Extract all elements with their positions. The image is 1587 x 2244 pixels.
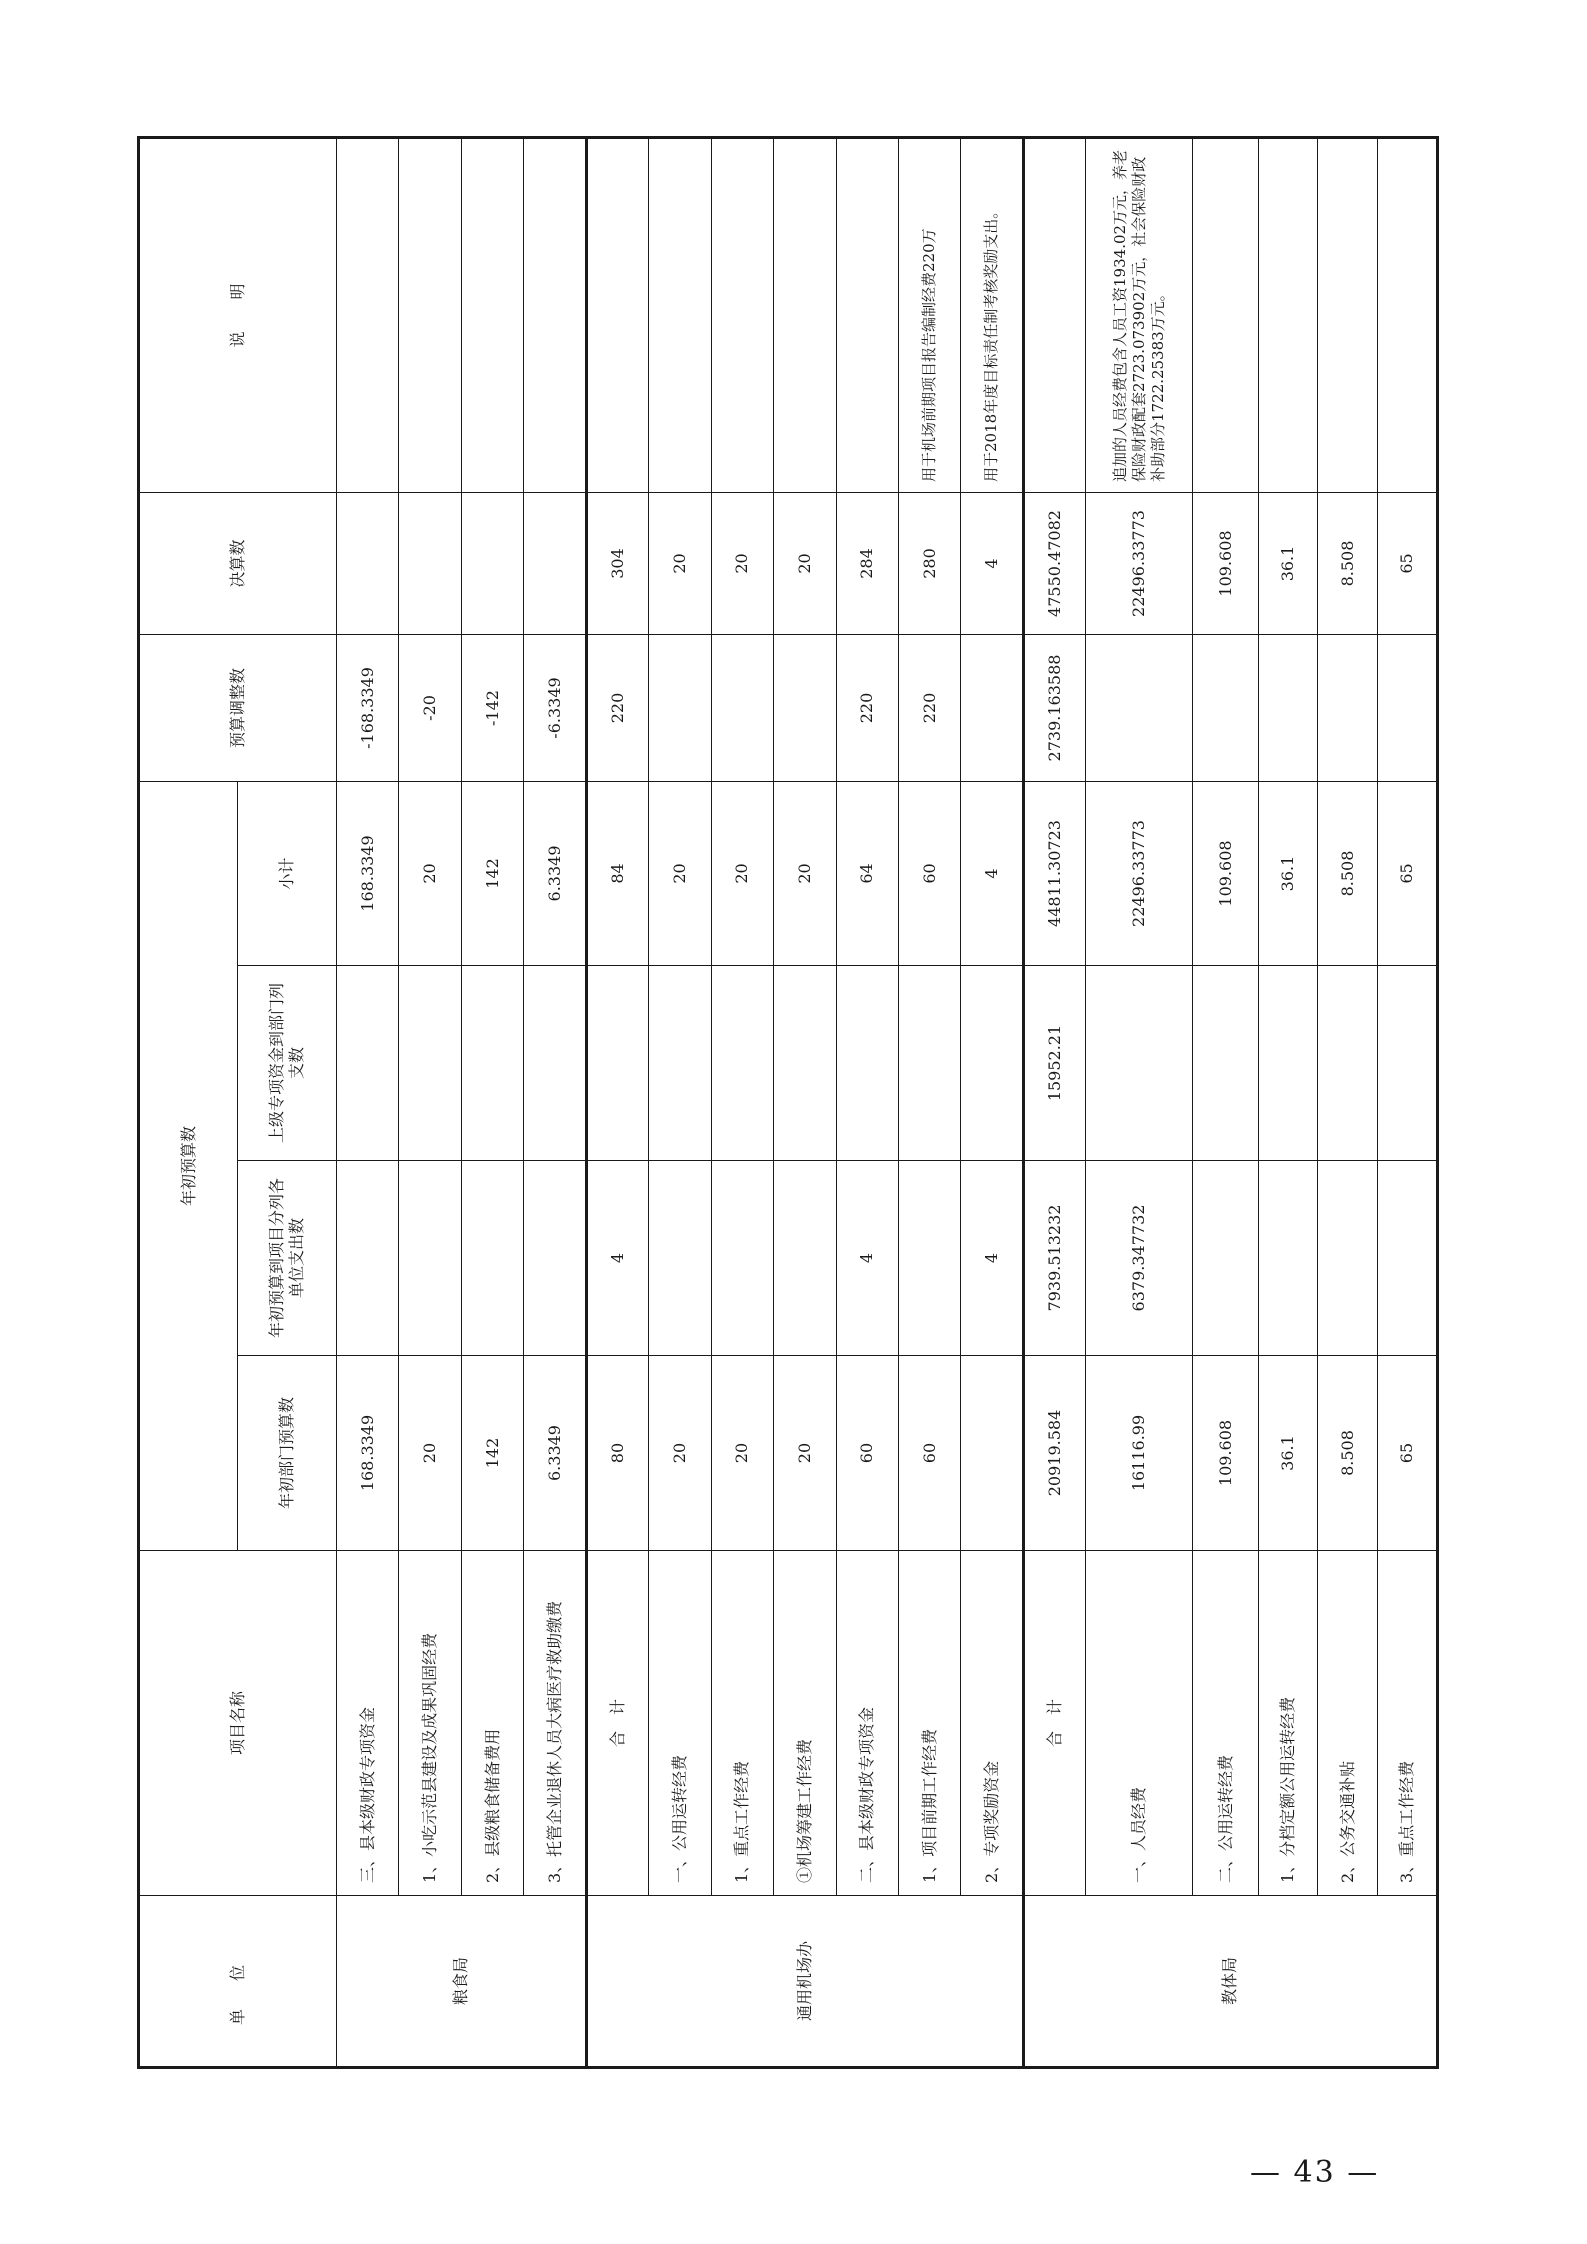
header-assigned: 年初预算到项目分列各单位支出数 bbox=[238, 1161, 337, 1356]
dept-budget-cell: 20 bbox=[649, 1356, 711, 1551]
budget-adjust-cell: -20 bbox=[399, 634, 461, 781]
superior-cell bbox=[524, 966, 586, 1161]
note-cell bbox=[586, 137, 648, 492]
header-final-account: 决算数 bbox=[139, 492, 337, 634]
superior-cell bbox=[461, 966, 523, 1161]
final-account-cell bbox=[524, 492, 586, 634]
final-account-cell: 47550.47082 bbox=[1023, 492, 1085, 634]
project-name-cell: 一、人员经费 bbox=[1086, 1551, 1193, 1896]
assigned-cell bbox=[649, 1161, 711, 1356]
note-cell bbox=[1023, 137, 1085, 492]
superior-cell bbox=[1378, 966, 1438, 1161]
subtotal-cell: 20 bbox=[774, 781, 836, 965]
subtotal-cell: 168.3349 bbox=[337, 781, 399, 965]
assigned-cell bbox=[1258, 1161, 1318, 1356]
assigned-cell: 4 bbox=[586, 1161, 648, 1356]
note-cell: 用于2018年度目标责任制考核奖励支出。 bbox=[961, 137, 1023, 492]
header-initial-budget: 年初预算数 bbox=[139, 781, 238, 1550]
table-row bbox=[836, 137, 898, 2067]
table-row bbox=[586, 137, 648, 2067]
budget-adjust-cell bbox=[1258, 634, 1318, 781]
final-account-cell: 20 bbox=[711, 492, 773, 634]
assigned-cell bbox=[1378, 1161, 1438, 1356]
superior-cell bbox=[649, 966, 711, 1161]
note-cell bbox=[711, 137, 773, 492]
note-cell bbox=[461, 137, 523, 492]
header-dept-budget: 年初部门预算数 bbox=[238, 1356, 337, 1551]
budget-adjust-cell bbox=[1086, 634, 1193, 781]
superior-cell bbox=[898, 966, 960, 1161]
final-account-cell bbox=[399, 492, 461, 634]
header-superior: 上级专项资金到部门列支数 bbox=[238, 966, 337, 1161]
budget-adjust-cell: -168.3349 bbox=[337, 634, 399, 781]
header-subtotal: 小计 bbox=[238, 781, 337, 965]
header-budget-adjust: 预算调整数 bbox=[139, 634, 337, 781]
assigned-cell bbox=[774, 1161, 836, 1356]
assigned-cell bbox=[399, 1161, 461, 1356]
subtotal-cell: 22496.33773 bbox=[1086, 781, 1193, 965]
table-row bbox=[1023, 137, 1085, 2067]
assigned-cell: 7939.513232 bbox=[1023, 1161, 1085, 1356]
dept-budget-cell: 16116.99 bbox=[1086, 1356, 1193, 1551]
note-cell: 用于机场前期项目报告编制经费220万 bbox=[898, 137, 960, 492]
project-name-cell: 3、重点工作经费 bbox=[1378, 1551, 1438, 1896]
budget-adjust-cell: 220 bbox=[898, 634, 960, 781]
subtotal-cell: 20 bbox=[649, 781, 711, 965]
assigned-cell: 4 bbox=[961, 1161, 1023, 1356]
superior-cell bbox=[399, 966, 461, 1161]
budget-adjust-cell bbox=[1193, 634, 1258, 781]
assigned-cell bbox=[898, 1161, 960, 1356]
superior-cell bbox=[961, 966, 1023, 1161]
superior-cell: 15952.21 bbox=[1023, 966, 1085, 1161]
budget-adjust-cell bbox=[711, 634, 773, 781]
final-account-cell bbox=[337, 492, 399, 634]
project-name-cell: 一、公用运转经费 bbox=[649, 1551, 711, 1896]
superior-cell bbox=[586, 966, 648, 1161]
final-account-cell: 284 bbox=[836, 492, 898, 634]
dept-budget-cell: 20 bbox=[399, 1356, 461, 1551]
superior-cell bbox=[836, 966, 898, 1161]
project-name-cell: 二、公用运转经费 bbox=[1193, 1551, 1258, 1896]
rotated-table-wrapper bbox=[137, 139, 1439, 2069]
assigned-cell bbox=[1193, 1161, 1258, 1356]
note-cell bbox=[399, 137, 461, 492]
project-name-cell: 3、托管企业退休人员大病医疗救助缴费 bbox=[524, 1551, 586, 1896]
dept-budget-cell: 142 bbox=[461, 1356, 523, 1551]
note-cell bbox=[337, 137, 399, 492]
table-row bbox=[1086, 137, 1193, 2067]
dept-budget-cell: 109.608 bbox=[1193, 1356, 1258, 1551]
budget-adjust-cell: 220 bbox=[586, 634, 648, 781]
final-account-cell: 36.1 bbox=[1258, 492, 1318, 634]
table-row bbox=[898, 137, 960, 2067]
dept-budget-cell: 20 bbox=[774, 1356, 836, 1551]
table-row bbox=[1193, 137, 1258, 2067]
note-cell bbox=[836, 137, 898, 492]
project-name-cell: 合 计 bbox=[586, 1551, 648, 1896]
assigned-cell: 6379.347732 bbox=[1086, 1161, 1193, 1356]
budget-adjust-cell: 220 bbox=[836, 634, 898, 781]
dept-budget-cell: 6.3349 bbox=[524, 1356, 586, 1551]
subtotal-cell: 4 bbox=[961, 781, 1023, 965]
table-row bbox=[1318, 137, 1378, 2067]
superior-cell bbox=[1193, 966, 1258, 1161]
final-account-cell: 20 bbox=[774, 492, 836, 634]
project-name-cell: ①机场筹建工作经费 bbox=[774, 1551, 836, 1896]
budget-table bbox=[137, 136, 1439, 2069]
subtotal-cell: 6.3349 bbox=[524, 781, 586, 965]
subtotal-cell: 65 bbox=[1378, 781, 1438, 965]
final-account-cell: 280 bbox=[898, 492, 960, 634]
header-note: 说 明 bbox=[139, 137, 337, 492]
final-account-cell: 8.508 bbox=[1318, 492, 1378, 634]
note-cell bbox=[1258, 137, 1318, 492]
page-number: — 43 — bbox=[1250, 2155, 1380, 2190]
header-project-name: 项目名称 bbox=[139, 1551, 337, 1896]
table-row bbox=[524, 137, 586, 2067]
superior-cell bbox=[337, 966, 399, 1161]
project-name-cell: 合 计 bbox=[1023, 1551, 1085, 1896]
budget-adjust-cell bbox=[649, 634, 711, 781]
assigned-cell bbox=[1318, 1161, 1378, 1356]
dept-budget-cell: 65 bbox=[1378, 1356, 1438, 1551]
budget-adjust-cell bbox=[774, 634, 836, 781]
final-account-cell bbox=[461, 492, 523, 634]
note-cell bbox=[774, 137, 836, 492]
note-cell bbox=[649, 137, 711, 492]
project-name-cell: 1、重点工作经费 bbox=[711, 1551, 773, 1896]
subtotal-cell: 142 bbox=[461, 781, 523, 965]
final-account-cell: 4 bbox=[961, 492, 1023, 634]
subtotal-cell: 60 bbox=[898, 781, 960, 965]
project-name-cell: 三、县本级财政专项资金 bbox=[337, 1551, 399, 1896]
table-row bbox=[711, 137, 773, 2067]
project-name-cell: 二、县本级财政专项资金 bbox=[836, 1551, 898, 1896]
budget-adjust-cell bbox=[1378, 634, 1438, 781]
project-name-cell: 1、分档定额公用运转经费 bbox=[1258, 1551, 1318, 1896]
note-cell: 追加的人员经费包含人员工资1934.02万元，养老保险财政配套2723.073902万元，社会保险财政补助部分1722.25383万元。 bbox=[1086, 137, 1193, 492]
superior-cell bbox=[1318, 966, 1378, 1161]
project-name-cell: 2、县级粮食储备费用 bbox=[461, 1551, 523, 1896]
dept-budget-cell: 20 bbox=[711, 1356, 773, 1551]
dept-budget-cell: 8.508 bbox=[1318, 1356, 1378, 1551]
subtotal-cell: 20 bbox=[711, 781, 773, 965]
dept-budget-cell: 80 bbox=[586, 1356, 648, 1551]
dept-budget-cell: 60 bbox=[836, 1356, 898, 1551]
final-account-cell: 65 bbox=[1378, 492, 1438, 634]
unit-cell: 通用机场办 bbox=[586, 1896, 1023, 2068]
table-row bbox=[961, 137, 1023, 2067]
dept-budget-cell: 60 bbox=[898, 1356, 960, 1551]
final-account-cell: 22496.33773 bbox=[1086, 492, 1193, 634]
assigned-cell bbox=[711, 1161, 773, 1356]
project-name-cell: 1、项目前期工作经费 bbox=[898, 1551, 960, 1896]
table-row bbox=[461, 137, 523, 2067]
assigned-cell: 4 bbox=[836, 1161, 898, 1356]
subtotal-cell: 20 bbox=[399, 781, 461, 965]
unit-cell: 粮食局 bbox=[337, 1896, 587, 2068]
header-unit: 单位 bbox=[139, 1896, 337, 2068]
budget-adjust-cell: 2739.163588 bbox=[1023, 634, 1085, 781]
project-name-cell: 1、小吃示范县建设及成果巩固经费 bbox=[399, 1551, 461, 1896]
budget-adjust-cell bbox=[961, 634, 1023, 781]
final-account-cell: 20 bbox=[649, 492, 711, 634]
subtotal-cell: 8.508 bbox=[1318, 781, 1378, 965]
budget-adjust-cell bbox=[1318, 634, 1378, 781]
project-name-cell: 2、公务交通补贴 bbox=[1318, 1551, 1378, 1896]
project-name-cell: 2、专项奖励资金 bbox=[961, 1551, 1023, 1896]
table-row bbox=[1258, 137, 1318, 2067]
table-body bbox=[337, 137, 1438, 2067]
subtotal-cell: 44811.30723 bbox=[1023, 781, 1085, 965]
note-cell bbox=[1193, 137, 1258, 492]
budget-adjust-cell: -142 bbox=[461, 634, 523, 781]
note-cell bbox=[1378, 137, 1438, 492]
superior-cell bbox=[1086, 966, 1193, 1161]
superior-cell bbox=[1258, 966, 1318, 1161]
dept-budget-cell: 36.1 bbox=[1258, 1356, 1318, 1551]
table-row bbox=[1378, 137, 1438, 2067]
subtotal-cell: 36.1 bbox=[1258, 781, 1318, 965]
table-row bbox=[399, 137, 461, 2067]
superior-cell bbox=[711, 966, 773, 1161]
assigned-cell bbox=[337, 1161, 399, 1356]
table-row bbox=[774, 137, 836, 2067]
budget-adjust-cell: -6.3349 bbox=[524, 634, 586, 781]
dept-budget-cell bbox=[961, 1356, 1023, 1551]
dept-budget-cell: 20919.584 bbox=[1023, 1356, 1085, 1551]
subtotal-cell: 109.608 bbox=[1193, 781, 1258, 965]
dept-budget-cell: 168.3349 bbox=[337, 1356, 399, 1551]
subtotal-cell: 64 bbox=[836, 781, 898, 965]
unit-cell: 教体局 bbox=[1023, 1896, 1437, 2068]
final-account-cell: 109.608 bbox=[1193, 492, 1258, 634]
final-account-cell: 304 bbox=[586, 492, 648, 634]
table-row bbox=[649, 137, 711, 2067]
superior-cell bbox=[774, 966, 836, 1161]
subtotal-cell: 84 bbox=[586, 781, 648, 965]
assigned-cell bbox=[461, 1161, 523, 1356]
note-cell bbox=[524, 137, 586, 492]
assigned-cell bbox=[524, 1161, 586, 1356]
table-row bbox=[337, 137, 399, 2067]
note-cell bbox=[1318, 137, 1378, 492]
